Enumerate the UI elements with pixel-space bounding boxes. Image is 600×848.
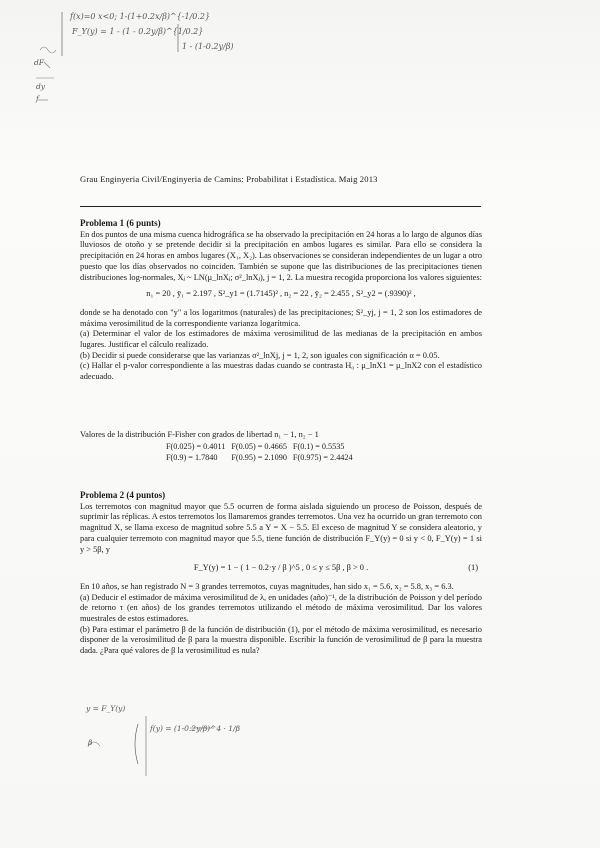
- problem-2: [80, 490, 482, 657]
- problem-2-part-b: (b) Para estimar el parámetro β de la función de distribución (1), por el método de máxima verosimilitud, es necesario disponer de la verosimilitud de β para la muestra disponible. Escribir la función de verosimilitud de β para la muestra dada. ¿Para qué valores de β la verosimilitud es nula?: [80, 624, 482, 656]
- problem-1-part-b: (b) Decidir si puede considerarse que las varianzas σ²_lnXj, j = 1, 2, son iguales con significación α = 0.05.: [80, 350, 440, 360]
- f-table-title-text: Valores de la distribución F-Fisher con grados de libertad n₁ − 1, n₂ − 1: [80, 430, 319, 439]
- problem-2-intro: Los terremotos con magnitud mayor que 5.5 ocurren de forma aislada siguiendo un proceso de Poisson, después de suprimir las réplicas. A estos terremotos los llamaremos grandes terremotos. Una vez ha ocurrido un gran terremoto con magnitud X, se llama exceso de magnitud sobre 5.5 a Y = X − 5.5. El exceso de magnitud Y se considera aleatorio, y para cualquier terremoto con magnitud mayor que 5.5, tiene función de distribución F_Y(y) = 0 si y < 0, F_Y(y) = 1 si y > 5β, y: [80, 501, 482, 554]
- handwritten-note-7: y = F_Y(y): [86, 704, 126, 713]
- f-table-cell: F(0.1) = 0.5535: [292, 442, 345, 451]
- problem-2-title: Problema 2 (4 puntos): [80, 490, 166, 500]
- f-table-cell: F(0.95) = 2.1090: [231, 452, 287, 462]
- f-table-cell: F(0.9) = 1.7840: [166, 452, 218, 462]
- exam-header: Grau Enginyeria Civil/Enginyeria de Camins: Probabilitat i Estadística. Maig 2013: [80, 174, 378, 184]
- problem-2-equation: [80, 563, 482, 574]
- f-table-cell: F(0.975) = 2.4424: [292, 452, 353, 462]
- problem-1-equation: n₁ = 20 , ȳ₁ = 2.197 , S²_y1 = (1.7145)² , n₂ = 22 , ȳ₂ = 2.455 , S²_y2 = (.9390)² ,: [146, 289, 416, 299]
- handwritten-note-4: dF: [34, 58, 45, 67]
- handwritten-note-3: 1 - (1-0.2y/β): [182, 42, 234, 51]
- problem-1-after: donde se ha denotado con "y" a los logaritmos (naturales) de las precipitaciones; S²_yj, j = 1, 2 son los estimadores de máxima verosimilitud de la correspondiente varianza logarítmica.: [80, 307, 482, 328]
- handwritten-sketch-bottom: [80, 706, 300, 796]
- handwritten-note-8: f(y) = (1-0.2y/β)^4 · 1/β: [150, 724, 240, 733]
- handwritten-note-9: β: [88, 738, 93, 747]
- problem-1: [80, 218, 482, 383]
- problem-2-data: En 10 años, se han registrado N = 3 grandes terremotos, cuyas magnitudes, han sido x₁ = 5.6, x₂ = 5.8, x₃ = 6.3.: [80, 581, 454, 591]
- f-table-cell: F(0.025) = 0.4011: [166, 442, 226, 451]
- problem-1-part-c: (c) Hallar el p-valor correspondiente a las muestras dadas cuando se contrasta H₀ : μ_lnX1 = μ_lnX2 con el estadístico adecuado.: [80, 361, 482, 382]
- problem-1-part-a: (a) Determinar el valor de los estimadores de máxima verosimilitud de las medianas de la precipitación en ambos lugares. Justificar el cálculo realizado.: [80, 329, 482, 350]
- f-table-row: [166, 442, 359, 453]
- handwritten-note-6: f: [36, 94, 39, 103]
- f-table-title: [80, 430, 482, 441]
- equation-number: (1): [468, 563, 478, 573]
- problem-2-part-a: (a) Deducir el estimador de máxima verosimilitud de λ, en unidades (año)⁻¹, de la distribución de Poisson y del período de retorno τ (en años) de los grandes terremotos utilizando el método de máxima verosimilitud. Dar los valores muestrales de estos estimadores.: [80, 592, 482, 624]
- f-table-row: [166, 453, 359, 464]
- handwritten-note-2: F_Y(y) = 1 - (1 - 0.2y/β)^{1/0.2}: [72, 27, 204, 36]
- handwritten-note-1: f(x)=0 x<0; 1-(1+0.2x/β)^{-1/0.2}: [70, 12, 211, 21]
- problem-2-equation-text: F_Y(y) = 1 − ( 1 − 0.2·y / β )^5 , 0 ≤ y ≤ 5β , β > 0 .: [193, 563, 369, 573]
- f-table-cell: F(0.05) = 0.4665: [231, 442, 287, 451]
- handwritten-note-5: dy: [36, 82, 46, 91]
- f-table: [166, 442, 359, 463]
- problem-1-title: Problema 1 (6 punts): [80, 218, 161, 228]
- problem-1-intro: En dos puntos de una misma cuenca hidrográfica se ha observado la precipitación en 24 horas a lo largo de algunos días lluviosos de otoño y se pretende decidir si la precipitación en ambos lugares es similar. Para ello se considera la precipitación en 24 horas en ambos lugares (X₁, X₂). Las observaciones se consideran independientes de un lugar a otro puesto que los días observados no coinciden. También se supone que las distribuciones de las precipitaciones tienen distribuciones log-normales, Xⱼ ~ LN(μ_lnXⱼ; σ²_lnXⱼ), j = 1, 2. La muestra recogida proporciona los valores siguientes:: [80, 229, 482, 282]
- header-divider: [80, 206, 481, 207]
